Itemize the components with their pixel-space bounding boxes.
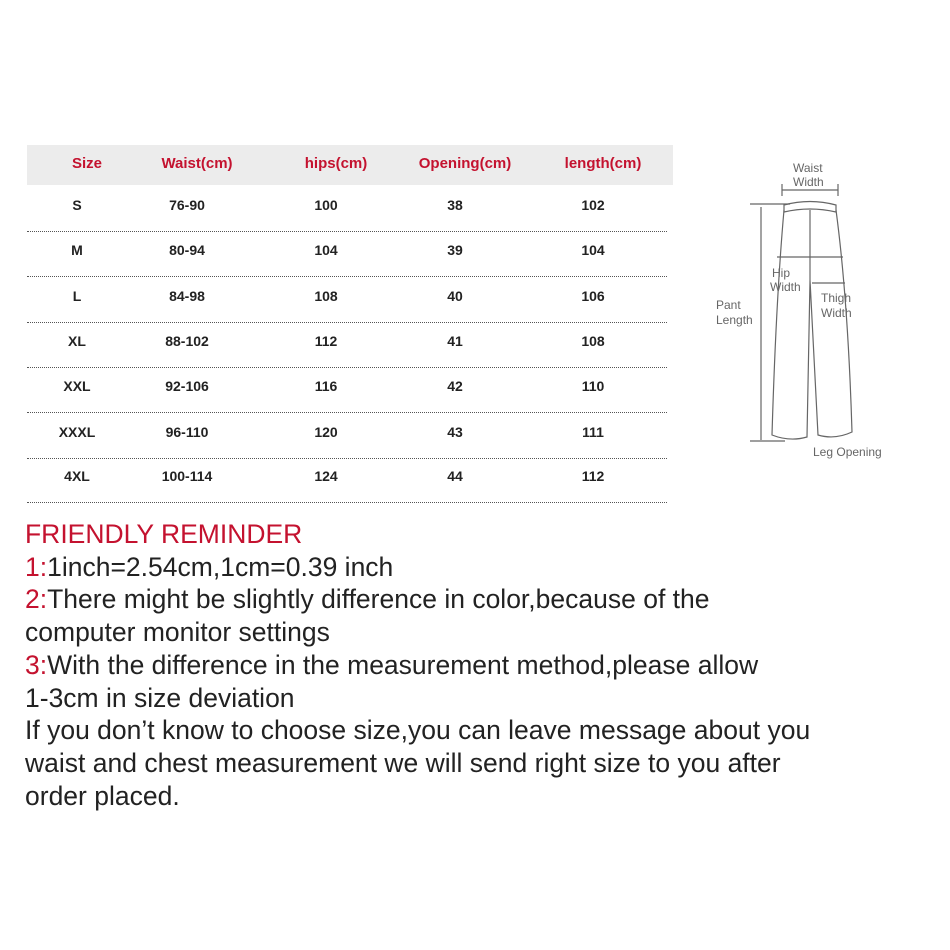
pants-diagram	[700, 150, 900, 470]
header-opening: Opening(cm)	[418, 155, 512, 172]
note-2a: There might be slightly difference in color,because of the	[47, 584, 710, 615]
label-hip-2: Width	[770, 280, 801, 294]
reminder-title: FRIENDLY REMINDER	[25, 519, 303, 549]
paragraph-line-2: waist and chest measurement we will send right size to you after	[25, 747, 781, 778]
table-cell: XXL	[63, 378, 91, 394]
table-cell: 39	[447, 242, 463, 258]
table-cell: 102	[581, 197, 605, 213]
header-size: Size	[71, 155, 102, 172]
table-cell: M	[71, 242, 83, 258]
label-hip-1: Hip	[772, 266, 791, 280]
table-cell: XXXL	[58, 424, 96, 440]
table-cell: 41	[447, 333, 463, 349]
table-cell: 110	[581, 378, 605, 394]
table-cell: 116	[314, 378, 338, 394]
table-cell: 108	[581, 333, 605, 349]
table-cell: 112	[581, 468, 605, 484]
label-waist-1: Waist	[793, 161, 823, 175]
table-cell: 92-106	[165, 378, 209, 394]
paragraph-line-1: If you don’t know to choose size,you can leave message about you	[25, 715, 811, 746]
table-cell: 40	[447, 288, 463, 304]
table-cell: 88-102	[165, 333, 209, 349]
table-cell: 100-114	[161, 468, 213, 484]
table-cell: 108	[314, 288, 338, 304]
header-hips: hips(cm)	[304, 155, 368, 172]
label-waist-2: Width	[793, 175, 824, 189]
note-3b: 1-3cm in size deviation	[25, 682, 295, 713]
table-cell: S	[72, 197, 82, 213]
table-cell: 100	[314, 197, 338, 213]
table-cell: 84-98	[169, 288, 205, 304]
table-row	[27, 321, 667, 368]
table-row	[27, 230, 667, 277]
label-leg-opening: Leg Opening	[813, 445, 882, 459]
label-thigh-1: Thigh	[821, 291, 852, 305]
table-row	[27, 185, 667, 232]
note-1: 1inch=2.54cm,1cm=0.39 inch	[47, 551, 394, 582]
note-number: 1:	[25, 551, 48, 582]
label-pant-2: Length	[716, 313, 753, 327]
table-cell: 111	[582, 424, 604, 440]
table-cell: 44	[447, 468, 463, 484]
table-cell: XL	[68, 333, 86, 349]
table-cell: 96-110	[165, 424, 209, 440]
table-row	[27, 276, 667, 323]
note-3a: With the difference in the measurement method,please allow	[47, 649, 759, 680]
note-number: 2:	[25, 584, 48, 615]
table-cell: 120	[314, 424, 338, 440]
table-row	[27, 366, 667, 413]
table-cell: 80-94	[169, 242, 205, 258]
header-waist: Waist(cm)	[161, 155, 233, 172]
table-cell: 38	[447, 197, 463, 213]
table-row	[27, 456, 667, 503]
note-number: 3:	[25, 649, 48, 680]
table-cell: 42	[447, 378, 463, 394]
table-cell: 106	[581, 288, 605, 304]
table-cell: 43	[447, 424, 463, 440]
table-cell: 104	[581, 242, 605, 258]
table-cell: 4XL	[64, 468, 90, 484]
table-cell: 124	[314, 468, 338, 484]
note-2b: computer monitor settings	[25, 617, 330, 648]
friendly-reminder	[25, 518, 810, 812]
table-cell: L	[72, 288, 82, 304]
label-pant-1: Pant	[716, 298, 741, 312]
table-cell: 76-90	[169, 197, 205, 213]
table-row	[27, 412, 667, 459]
header-length: length(cm)	[564, 155, 642, 172]
label-thigh-2: Width	[821, 306, 852, 320]
table-cell: 104	[314, 242, 338, 258]
table-cell: 112	[314, 333, 338, 349]
paragraph-line-3: order placed.	[25, 780, 180, 811]
